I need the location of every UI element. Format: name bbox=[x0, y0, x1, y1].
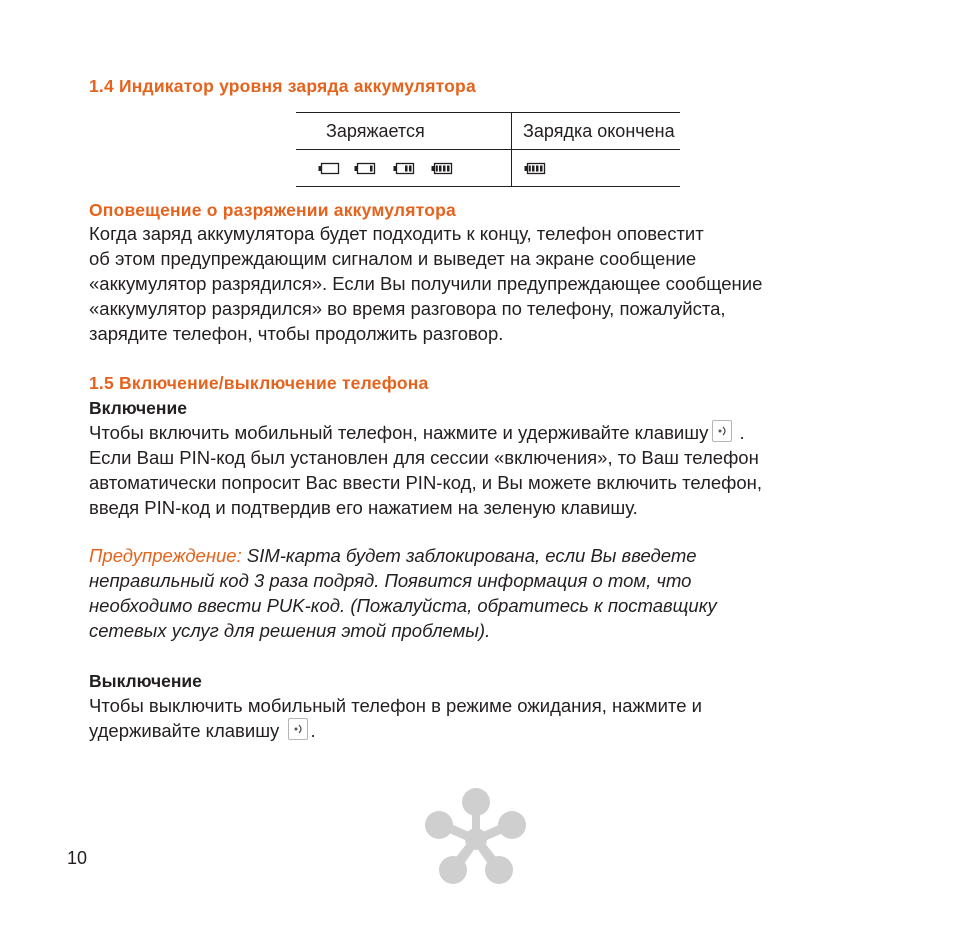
col-charging-header: Заряжается bbox=[296, 113, 512, 150]
battery-empty-icon bbox=[319, 164, 339, 174]
low-battery-paragraph bbox=[89, 221, 909, 346]
paragraph-line: автоматически попросит Вас ввести PIN-код, и Вы можете включить телефон, bbox=[89, 472, 763, 493]
paragraph-line: об этом предупреждающим сигналом и выведет на экране сообщение bbox=[89, 248, 697, 269]
col-charged-header: Зарядка окончена bbox=[512, 113, 681, 150]
paragraph-line: Предупреждение: SIM-карта будет заблокирована, если Вы введете bbox=[89, 545, 697, 566]
paragraph-line: зарядите телефон, чтобы продолжить разговор. bbox=[89, 323, 504, 344]
table-header-row bbox=[296, 113, 680, 150]
paragraph-line: удерживайте клавишу . bbox=[89, 720, 316, 741]
paragraph-line: «аккумулятор разрядился». Если Вы получили предупреждающее сообщение bbox=[89, 273, 763, 294]
battery-full-icon bbox=[512, 158, 632, 178]
page-number: 10 bbox=[67, 848, 88, 868]
low-battery-title: Оповещение о разряжении аккумулятора bbox=[89, 200, 456, 220]
paragraph-line: введя PIN-код и подтвердив его нажатием на зеленую клавишу. bbox=[89, 497, 638, 518]
charging-icons-cell bbox=[296, 150, 512, 187]
paragraph-line: сетевых услуг для решения этой проблемы). bbox=[89, 620, 491, 641]
charging-icons bbox=[296, 158, 481, 178]
flower-logo-icon bbox=[420, 786, 532, 892]
power-key-icon bbox=[288, 718, 308, 740]
paragraph-line: неправильный код 3 раза подряд. Появится информация о том, что bbox=[89, 570, 692, 591]
paragraph-line: Когда заряд аккумулятора будет подходить к концу, телефон оповестит bbox=[89, 223, 704, 244]
power-off-paragraph bbox=[89, 693, 909, 743]
paragraph-line: Чтобы выключить мобильный телефон в режиме ожидания, нажмите и bbox=[89, 695, 702, 716]
warning-paragraph bbox=[89, 543, 909, 643]
battery-indicator-table bbox=[296, 112, 680, 187]
section-1-4-title: 1.4 Индикатор уровня заряда аккумулятора bbox=[89, 76, 476, 96]
power-key-icon bbox=[712, 420, 732, 442]
table-icon-row bbox=[296, 150, 680, 187]
battery-two-bars-icon bbox=[394, 164, 414, 174]
battery-one-bar-icon bbox=[355, 164, 375, 174]
paragraph-line: необходимо ввести PUK-код. (Пожалуйста, обратитесь к поставщику bbox=[89, 595, 717, 616]
power-on-title: Включение bbox=[89, 398, 187, 418]
paragraph-line: «аккумулятор разрядился» во время разговора по телефону, пожалуйста, bbox=[89, 298, 726, 319]
battery-full-icon bbox=[432, 164, 452, 174]
paragraph-line: Если Ваш PIN-код был установлен для сессии «включения», то Ваш телефон bbox=[89, 447, 759, 468]
power-on-paragraph bbox=[89, 420, 909, 520]
warning-label: Предупреждение: bbox=[89, 545, 242, 566]
section-1-5-title: 1.5 Включение/выключение телефона bbox=[89, 373, 429, 393]
paragraph-line: Чтобы включить мобильный телефон, нажмите и удерживайте клавишу . bbox=[89, 422, 745, 443]
power-off-title: Выключение bbox=[89, 671, 202, 691]
charged-icon-cell bbox=[512, 150, 681, 187]
